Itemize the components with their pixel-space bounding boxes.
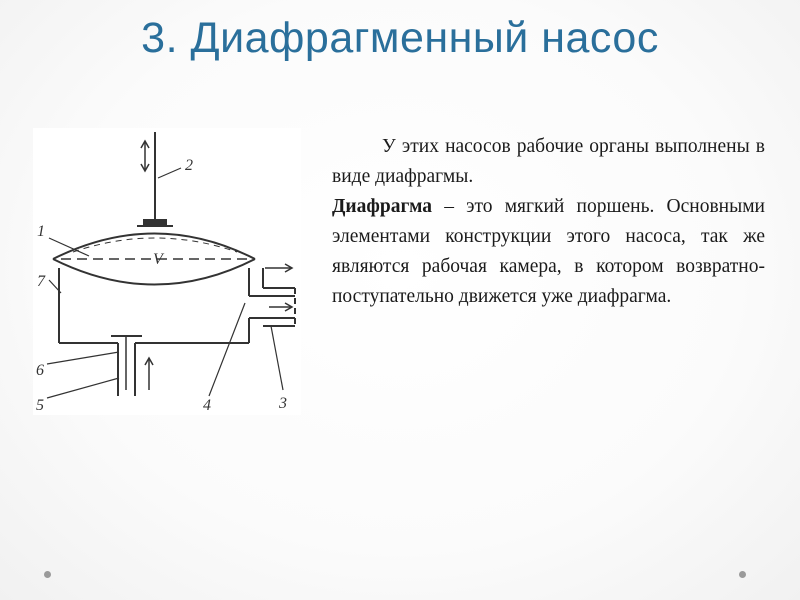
label-6: 6 [36,362,44,379]
description-text [332,132,765,312]
definition-text: – это мягкий поршень. Основными элементами конструкции этого насоса, так же являются рабочая камера, в котором возвратно-поступательно движется уже диафрагма. [332,196,765,307]
label-4: 4 [203,397,211,414]
label-2: 2 [185,157,193,174]
paragraph-definition [332,192,765,312]
term-diaphragm: Диафрагма [332,196,432,217]
paragraph-intro: У этих насосов рабочие органы выполнены в виде диафрагмы. [332,136,765,187]
diaphragm-pump-diagram [33,128,301,415]
label-5: 5 [36,397,44,414]
left-bullet-dot [44,571,51,578]
slide-title: 3. Диафрагменный насос [141,14,659,62]
label-7: 7 [37,273,45,290]
label-v: V [153,251,163,268]
right-bullet-dot [739,571,746,578]
label-1: 1 [37,223,45,240]
label-3: 3 [279,395,287,412]
